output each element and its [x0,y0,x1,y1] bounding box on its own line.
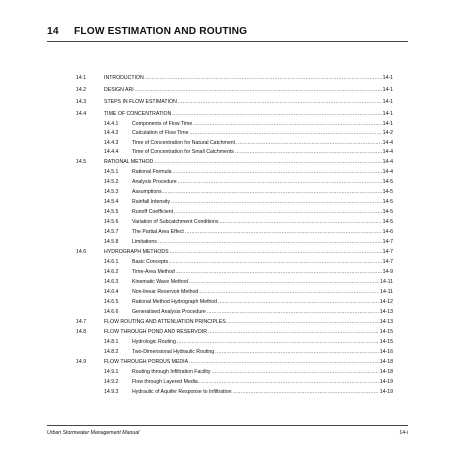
toc-entry-number: 14.9 [76,359,87,365]
toc-entry-line [132,228,393,237]
toc-entry[interactable] [76,98,393,107]
footer-page-number: 14-i [399,430,408,436]
toc-entry-line [104,328,393,337]
toc-entry[interactable] [76,198,393,207]
toc-entry-title: Analysis Procedure [132,179,177,185]
toc-entry-line [132,278,393,287]
toc-dot-leader [189,278,379,287]
toc-entry-title: Rainfall Intensity [132,199,171,205]
toc-dot-leader [177,338,379,347]
toc-entry[interactable] [76,158,393,167]
toc-entry-number: 14.6 [76,249,87,255]
toc-entry-title: Kinematic Wave Method [132,279,189,285]
toc-entry-number: 14.3 [76,99,87,105]
toc-entry-line [132,208,393,217]
toc-entry-title: Variation of Subcatchment Conditions [132,219,219,225]
toc-entry[interactable] [76,238,393,247]
toc-entry-page: 14-13 [379,309,393,315]
toc-entry[interactable] [76,298,393,307]
toc-entry[interactable] [76,188,393,197]
toc-entry-line [132,148,393,157]
toc-entry-number: 14.6.6 [104,309,119,315]
toc-entry[interactable] [76,328,393,337]
toc-entry-page: 14-1 [382,121,393,127]
toc-entry-title: Hydrologic Routing [132,339,176,345]
toc-entry-line [104,98,393,107]
toc-entry-number: 14.5.8 [104,239,119,245]
toc-entry[interactable] [76,218,393,227]
toc-entry-page: 14-19 [379,389,393,395]
toc-entry-line [132,218,393,227]
chapter-number: 14 [47,26,59,37]
toc-entry-title: Routing through Infiltration Facility [132,369,211,375]
toc-dot-leader [163,188,382,197]
toc-entry-number: 14.4.3 [104,140,119,146]
toc-entry[interactable] [76,378,393,387]
toc-entry-title: FLOW THROUGH POND AND RESERVOIR [104,329,207,335]
footer-manual-title: Urban Stormwater Management Manual [47,430,140,436]
toc-entry[interactable] [76,308,393,317]
toc-dot-leader [190,129,382,138]
toc-entry-page: 14-12 [379,299,393,305]
toc-dot-leader [235,148,382,157]
toc-entry-number: 14.5.5 [104,209,119,215]
toc-entry-page: 14-1 [382,99,393,105]
toc-entry-page: 14-15 [379,329,393,335]
toc-dot-leader [208,328,379,337]
toc-entry[interactable] [76,348,393,357]
toc-entry-title: Time of Concentration for Small Catchments [132,149,234,155]
toc-entry-page: 14-11 [380,279,393,285]
toc-entry[interactable] [76,74,393,83]
toc-entry-page: 14-13 [379,319,393,325]
toc-entry-title: DESIGN ARI [104,87,134,93]
footer-rule [47,425,408,426]
toc-entry[interactable] [76,288,393,297]
toc-entry-title: Components of Flow Time [132,121,193,127]
toc-entry-line [132,198,393,207]
toc-entry[interactable] [76,178,393,187]
toc-entry[interactable] [76,248,393,257]
toc-entry-line [132,188,393,197]
toc-entry-page: 14-18 [379,369,393,375]
toc-dot-leader [173,168,382,177]
toc-entry-page: 14-4 [382,140,393,146]
toc-dot-leader [219,218,381,227]
toc-entry-page: 14-2 [382,130,393,136]
toc-entry-page: 14-7 [382,259,393,265]
toc-entry[interactable] [76,228,393,237]
toc-entry-title: FLOW THROUGH PORDUS MEDIA [104,359,189,365]
toc-entry-number: 14.8.1 [104,339,119,345]
toc-entry-title: INTRODUCTION [104,75,144,81]
toc-entry-line [132,238,393,247]
toc-entry-number: 14.9.3 [104,389,119,395]
toc-entry-title: Non-linear Reservoir Method [132,289,199,295]
toc-entry-number: 14.4.4 [104,149,119,155]
toc-entry-line [132,268,393,277]
toc-entry-line [132,368,393,377]
toc-entry-title: Two-Dimensional Hydraulic Routing [132,349,215,355]
toc-dot-leader [199,288,379,297]
toc-entry-page: 14-4 [382,169,393,175]
toc-entry-number: 14.1 [76,75,87,81]
toc-entry-number: 14.4 [76,111,87,117]
toc-entry-line [104,74,393,83]
toc-entry[interactable] [76,208,393,217]
toc-entry-number: 14.5.7 [104,229,119,235]
toc-entry-title: Runoff Coefficient [132,209,174,215]
toc-entry-title: Calculation of Flow Time [132,130,189,136]
toc-entry-number: 14.5.3 [104,189,119,195]
toc-entry-page: 14-1 [382,111,393,117]
toc-entry-page: 14-18 [379,359,393,365]
toc-entry-title: FLOW ROUTING AND ATTENUATION PRINCIPLES [104,319,226,325]
toc-entry-number: 14.5.4 [104,199,119,205]
toc-entry-page: 14-5 [382,219,393,225]
toc-dot-leader [227,318,379,327]
toc-entry-number: 14.6.4 [104,289,119,295]
toc-entry-number: 14.6.3 [104,279,119,285]
toc-dot-leader [218,298,379,307]
toc-entry-line [132,139,393,148]
toc-dot-leader [135,86,382,95]
toc-dot-leader [185,228,382,237]
toc-entry-title: Assumptions [132,189,162,195]
toc-entry-title: Flow through Layered Media [132,379,198,385]
toc-dot-leader [171,198,382,207]
toc-dot-leader [176,268,382,277]
toc-entry-line [104,248,393,257]
toc-entry-title: Rational Method Hydrograph Method [132,299,218,305]
toc-entry-line [132,168,393,177]
toc-entry-title: Time-Area Method [132,269,175,275]
toc-entry[interactable] [76,338,393,347]
toc-entry-page: 14-5 [382,209,393,215]
toc-entry-title: Basic Concepts [132,259,169,265]
toc-entry[interactable] [76,278,393,287]
toc-entry-number: 14.6.5 [104,299,119,305]
toc-entry-number: 14.4.1 [104,121,119,127]
toc-dot-leader [199,378,379,387]
toc-entry-title: Generalised Analysis Procedure [132,309,206,315]
toc-dot-leader [207,308,379,317]
toc-dot-leader [174,208,382,217]
toc-entry-page: 14-5 [382,199,393,205]
toc-entry-line [132,258,393,267]
toc-entry[interactable] [76,258,393,267]
toc-entry[interactable] [76,168,393,177]
toc-entry-title: Rational Formula [132,169,172,175]
toc-entry-line [132,298,393,307]
toc-dot-leader [158,238,382,247]
toc-entry-number: 14.9.2 [104,379,119,385]
toc-entry-number: 14.8 [76,329,87,335]
toc-entry-title: RATIONAL METHOD [104,159,154,165]
toc-entry[interactable] [76,86,393,95]
toc-entry-page: 14-16 [379,349,393,355]
toc-dot-leader [232,388,378,397]
toc-entry[interactable] [76,148,393,157]
toc-entry-line [104,358,393,367]
toc-entry-line [132,308,393,317]
toc-entry-number: 14.6.1 [104,259,119,265]
toc-entry-number: 14.7 [76,319,87,325]
toc-entry[interactable] [76,358,393,367]
toc-entry[interactable] [76,388,393,397]
toc-entry-line [132,388,393,397]
toc-entry-page: 14-1 [382,75,393,81]
toc-entry-line [104,110,393,119]
toc-entry-line [132,378,393,387]
toc-entry-number: 14.5.1 [104,169,119,175]
toc-entry-line [132,129,393,138]
toc-entry-page: 14-7 [382,249,393,255]
toc-entry-page: 14-1 [382,87,393,93]
toc-entry-page: 14-4 [382,149,393,155]
toc-dot-leader [169,258,382,267]
toc-entry[interactable] [76,110,393,119]
toc-entry-page: 14-5 [382,179,393,185]
toc-entry-title: Limitations [132,239,157,245]
toc-entry-line [132,120,393,129]
toc-entry-page: 14-11 [380,289,393,295]
toc-entry-number: 14.5.2 [104,179,119,185]
toc-entry-line [132,348,393,357]
toc-entry-page: 14-7 [382,239,393,245]
toc-entry-page: 14-4 [382,159,393,165]
toc-entry-page: 14-6 [382,229,393,235]
toc-dot-leader [154,158,381,167]
toc-dot-leader [236,139,382,148]
toc-entry-number: 14.2 [76,87,87,93]
toc-entry-title: Hydraulic of Aquifer Response to Infiltration [132,389,232,395]
toc-dot-leader [172,110,381,119]
toc-entry-page: 14-5 [382,189,393,195]
toc-entry-number: 14.9.1 [104,369,119,375]
toc-entry-number: 14.8.2 [104,349,119,355]
toc-dot-leader [211,368,378,377]
toc-entry[interactable] [76,139,393,148]
toc-dot-leader [178,98,382,107]
toc-entry-page: 14-19 [379,379,393,385]
toc-entry-page: 14-15 [379,339,393,345]
toc-entry-title: Time of Concentration for Natural Catchment [132,140,236,146]
toc-entry-line [104,318,393,327]
toc-entry-line [104,86,393,95]
toc-entry-title: The Partial Area Effect [132,229,184,235]
toc-entry-line [132,338,393,347]
toc-entry-number: 14.4.2 [104,130,119,136]
toc-entry-title: STEPS IN FLOW ESTIMATION [104,99,177,105]
toc-dot-leader [170,248,382,257]
toc-dot-leader [215,348,379,357]
toc-entry-title: TIME OF CONCENTRATION [104,111,172,117]
toc-dot-leader [178,178,382,187]
toc-entry[interactable] [76,129,393,138]
toc-entry[interactable] [76,318,393,327]
toc-entry-line [132,288,393,297]
toc-entry[interactable] [76,120,393,129]
toc-entry-line [132,178,393,187]
toc-entry-title: HYDROGRAPH METHODS [104,249,169,255]
toc-dot-leader [189,358,379,367]
toc-entry-line [104,158,393,167]
toc-entry-number: 14.5.6 [104,219,119,225]
toc-entry-page: 14-9 [382,269,393,275]
toc-dot-leader [193,120,381,129]
toc-dot-leader [145,74,382,83]
toc-entry-number: 14.5 [76,159,87,165]
toc-entry-number: 14.6.2 [104,269,119,275]
chapter-title-text: FLOW ESTIMATION AND ROUTING [74,26,248,37]
toc-entry[interactable] [76,368,393,377]
toc-entry[interactable] [76,268,393,277]
